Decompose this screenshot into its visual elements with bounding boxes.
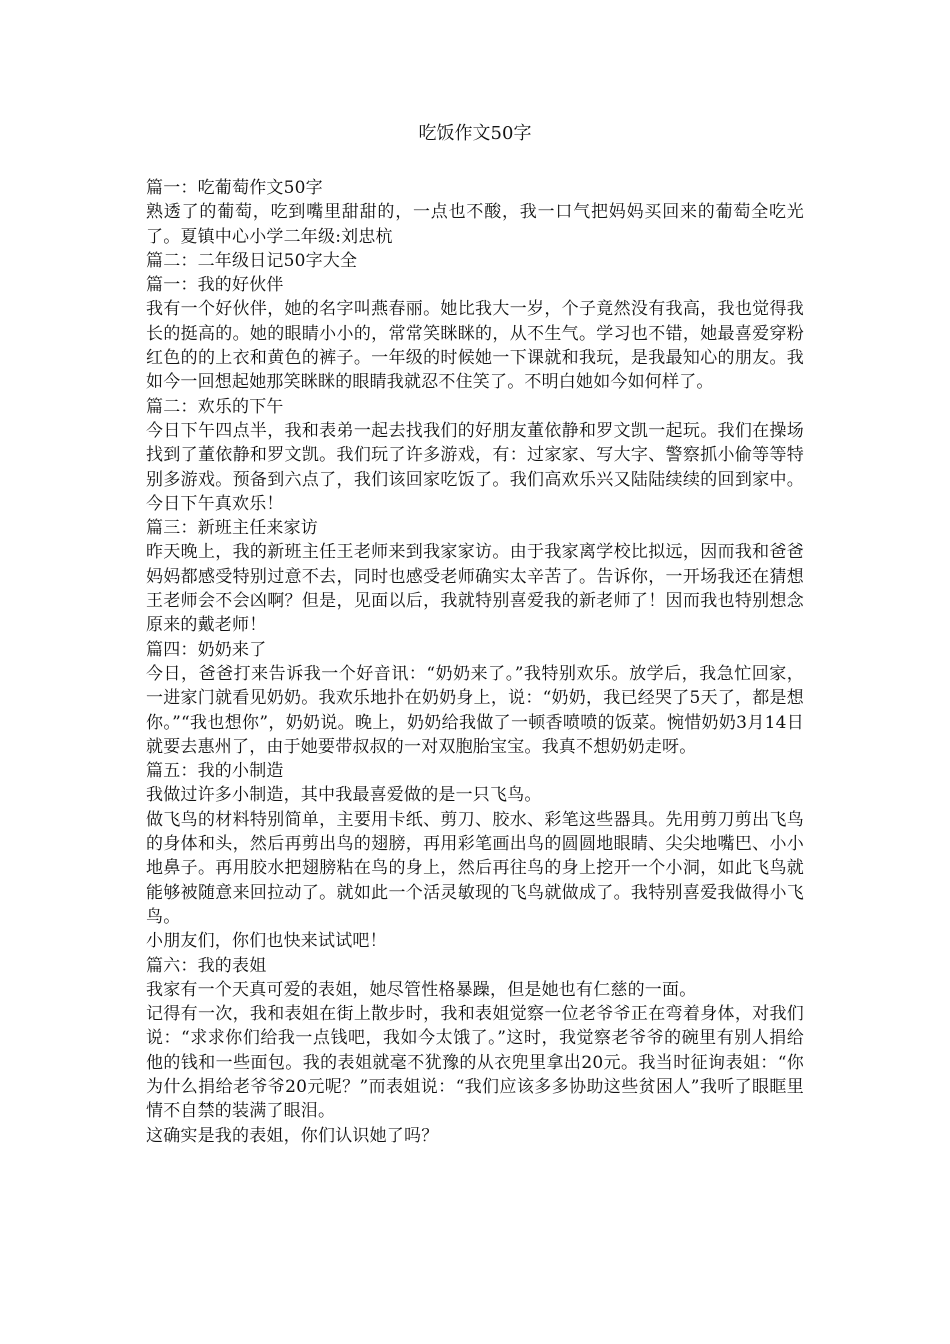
document-body bbox=[146, 176, 804, 1148]
document-title: 吃饭作文50字 bbox=[418, 123, 532, 144]
section-heading: 篇一：吃葡萄作文50字 bbox=[146, 178, 323, 198]
paragraph: 小朋友们，你们也快来试试吧！ bbox=[146, 931, 387, 952]
paragraph: 熟透了的葡萄，吃到嘴里甜甜的，一点也不酸，我一口气把妈妈买回来的葡萄全吃光了。夏镇中心小学二年级:刘忠杭 bbox=[146, 202, 804, 247]
paragraph: 我做过许多小制造，其中我最喜爱做的是一只飞鸟。 bbox=[146, 785, 542, 806]
paragraph: 记得有一次，我和表姐在街上散步时，我和表姐觉察一位老爷爷正在弯着身体，对我们说：“求求你们给我一点钱吧，我如今太饿了。”这时，我觉察老爷爷的碗里有别人捐给他的钱和一些面包。我的表姐就毫不犹豫的从衣兜里拿出20元。我当时征询表姐：“你为什么捐给老爷爷20元呢？”而表姐说：“我们应该多多协助这些贫困人”我听了眼眶里情不自禁的装满了眼泪。 bbox=[146, 1004, 804, 1122]
sub-heading: 篇一：我的好伙伴 bbox=[146, 275, 284, 296]
section-heading: 篇二：二年级日记50字大全 bbox=[146, 250, 358, 271]
sub-heading: 篇五：我的小制造 bbox=[146, 761, 284, 782]
sub-heading: 篇二：欢乐的下午 bbox=[146, 396, 284, 417]
sub-heading: 篇六：我的表姐 bbox=[146, 955, 267, 976]
paragraph: 我有一个好伙伴，她的名字叫燕春丽。她比我大一岁，个子竟然没有我高，我也觉得我长的挺高的。她的眼睛小小的，常常笑眯眯的，从不生气。学习也不错，她最喜爱穿粉红色的的上衣和黄色的裤子。一年级的时候她一下课就和我玩，是我最知心的朋友。我如今一回想起她那笑眯眯的眼睛我就忍不住笑了。不明白她如今如何样了。 bbox=[146, 299, 804, 393]
paragraph: 我家有一个天真可爱的表姐，她尽管性格暴躁，但是她也有仁慈的一面。 bbox=[146, 979, 697, 1000]
paragraph: 昨天晚上，我的新班主任王老师来到我家家访。由于我家离学校比拟远，因而我和爸爸妈妈都感受特别过意不去，同时也感受老师确实太辛苦了。告诉你，一开场我还在猜想王老师会不会凶啊？但是，见面以后，我就特别喜爱我的新老师了！因而我也特别想念原来的戴老师！ bbox=[146, 542, 804, 636]
document-page bbox=[146, 122, 804, 1148]
paragraph: 今日下午四点半，我和表弟一起去找我们的好朋友董依静和罗文凯一起玩。我们在操场找到了董依静和罗文凯。我们玩了许多游戏，有：过家家、写大字、警察抓小偷等等特别多游戏。预备到六点了，我们该回家吃饭了。我们高欢乐兴又陆陆续续的回到家中。今日下午真欢乐！ bbox=[146, 420, 804, 514]
paragraph: 这确实是我的表姐，你们认识她了吗？ bbox=[146, 1125, 439, 1146]
paragraph: 做飞鸟的材料特别简单，主要用卡纸、剪刀、胶水、彩笔这些器具。先用剪刀剪出飞鸟的身体和头，然后再剪出鸟的翅膀，再用彩笔画出鸟的圆圆地眼睛、尖尖地嘴巴、小小地鼻子。再用胶水把翅膀粘在鸟的身上，然后再往鸟的身上挖开一个小洞，如此飞鸟就能够被随意来回拉动了。就如此一个活灵敏现的飞鸟就做成了。我特别喜爱我做得小飞鸟。 bbox=[146, 809, 804, 927]
sub-heading: 篇三：新班主任来家访 bbox=[146, 518, 318, 539]
paragraph: 今日，爸爸打来告诉我一个好音讯：“奶奶来了。”我特别欢乐。放学后，我急忙回家，一进家门就看见奶奶。我欢乐地扑在奶奶身上，说：“奶奶，我已经哭了5天了，都是想你。”“我也想你”，奶奶说。晚上，奶奶给我做了一顿香喷喷的饭菜。惋惜奶奶3月14日就要去惠州了，由于她要带叔叔的一对双胞胎宝宝。我真不想奶奶走呀。 bbox=[146, 663, 805, 757]
sub-heading: 篇四：奶奶来了 bbox=[146, 639, 267, 660]
